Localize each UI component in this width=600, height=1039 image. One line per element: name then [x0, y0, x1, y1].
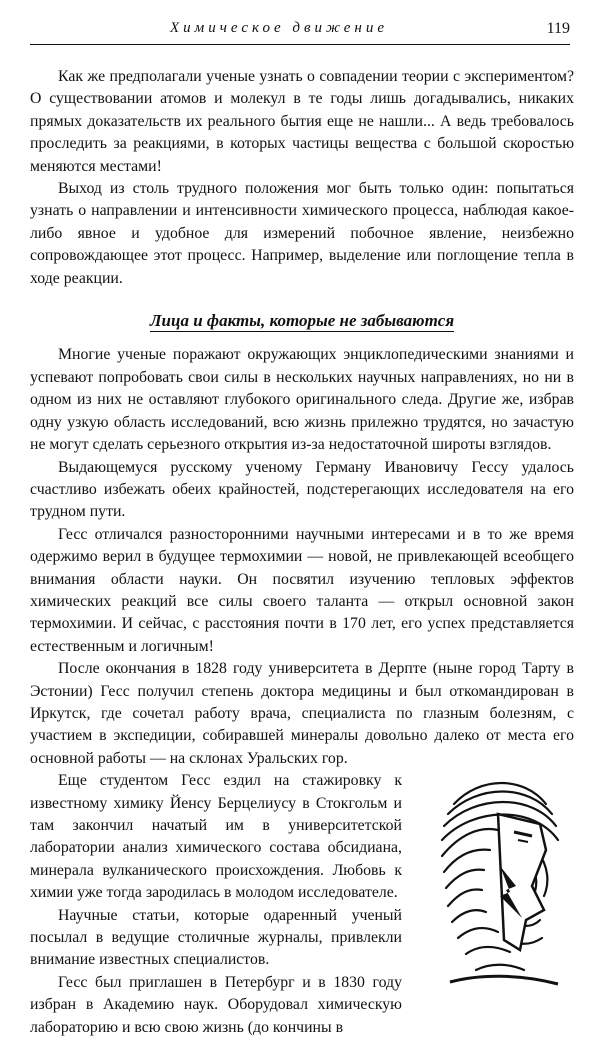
hess-portrait-illustration: [420, 770, 570, 992]
body-paragraph: Научные статьи, которые одаренный ученый посылал в ведущие столичные журналы, привлекли внимание известных специалистов.: [30, 906, 402, 969]
section-title-text: Лица и факты, которые не забываются: [149, 311, 455, 331]
body-paragraph: Многие ученые поражают окружающих энциклопедическими знаниями и успевают попробовать свои силы в нескольких научных направлениях, но ни в одном из них не оставляют глубокого оригинального следа. Другие же, избрав одну узкую область исследований, всю жизнь прилежно трудятся, но зачастую не могут сделать серьезного открытия из-за недостаточной широты взглядов.: [30, 346, 574, 454]
body-paragraph: Как же предполагали ученые узнать о совпадении теории с экспериментом? О существовании атомов и молекул в те годы лишь догадывались, никаких прямых доказательств их реального бытия еще не нашли... А ведь требовалось проследить за реакциями, в которых частицы вещества с большой скоростью меняются местами!: [30, 68, 574, 175]
section-title: [30, 310, 574, 332]
page-number: 119: [546, 20, 570, 37]
body-paragraph: Выдающемуся русскому ученому Герману Ивановичу Гессу удалось счастливо избежать обеих крайностей, подстерегающих исследователя на его трудном пути.: [30, 458, 574, 521]
page-body: [30, 66, 574, 1039]
body-paragraph: Еще студентом Гесс ездил на стажировку к известному химику Йенсу Берцелиусу в Стокгольм и там закончил начатый им в университетской лаборатории анализ химического состава обсидиана, минерала вулканического происхождения. Любовь к химии уже тогда зародилась в молодом исследователе.: [30, 772, 402, 902]
page-header: [30, 18, 570, 45]
body-paragraph: Гесс был приглашен в Петербург и в 1830 году избран в Академию наук. Оборудовал химическую лабораторию и всю свою жизнь (до кончины в: [30, 973, 402, 1036]
body-paragraph: Гесс отличался разносторонними научными интересами и в то же время одержимо верил в будущее термохимии — новой, не привлекающей всеобщего внимания области науки. Он посвятил изучению тепловых эффектов химических реакций все силы своего таланта — открыл основной закон термохимии. И сейчас, с расстояния почти в 170 лет, его успех представляется естественным и логичным!: [30, 525, 574, 655]
running-head: Химическое движение: [170, 20, 388, 36]
body-paragraph: После окончания в 1828 году университета в Дерпте (ныне город Тарту в Эстонии) Гесс получил степень доктора медицины и был откомандирован в Иркутск, где сочетал работу врача, специалиста по глазным болезням, с участием в экспедиции, собиравшей минералы довольно далеко от места его основной работы — на склонах Уральских гор.: [30, 660, 574, 767]
body-paragraph: Выход из столь трудного положения мог быть только один: попытаться узнать о направлении и интенсивности химического процесса, наблюдая какое-либо явное и удобное для измерений побочное явление, неизбежно сопровождающее этот процесс. Например, выделение или поглощение тепла в ходе реакции.: [30, 180, 574, 287]
text-with-illustration: [30, 770, 574, 1039]
